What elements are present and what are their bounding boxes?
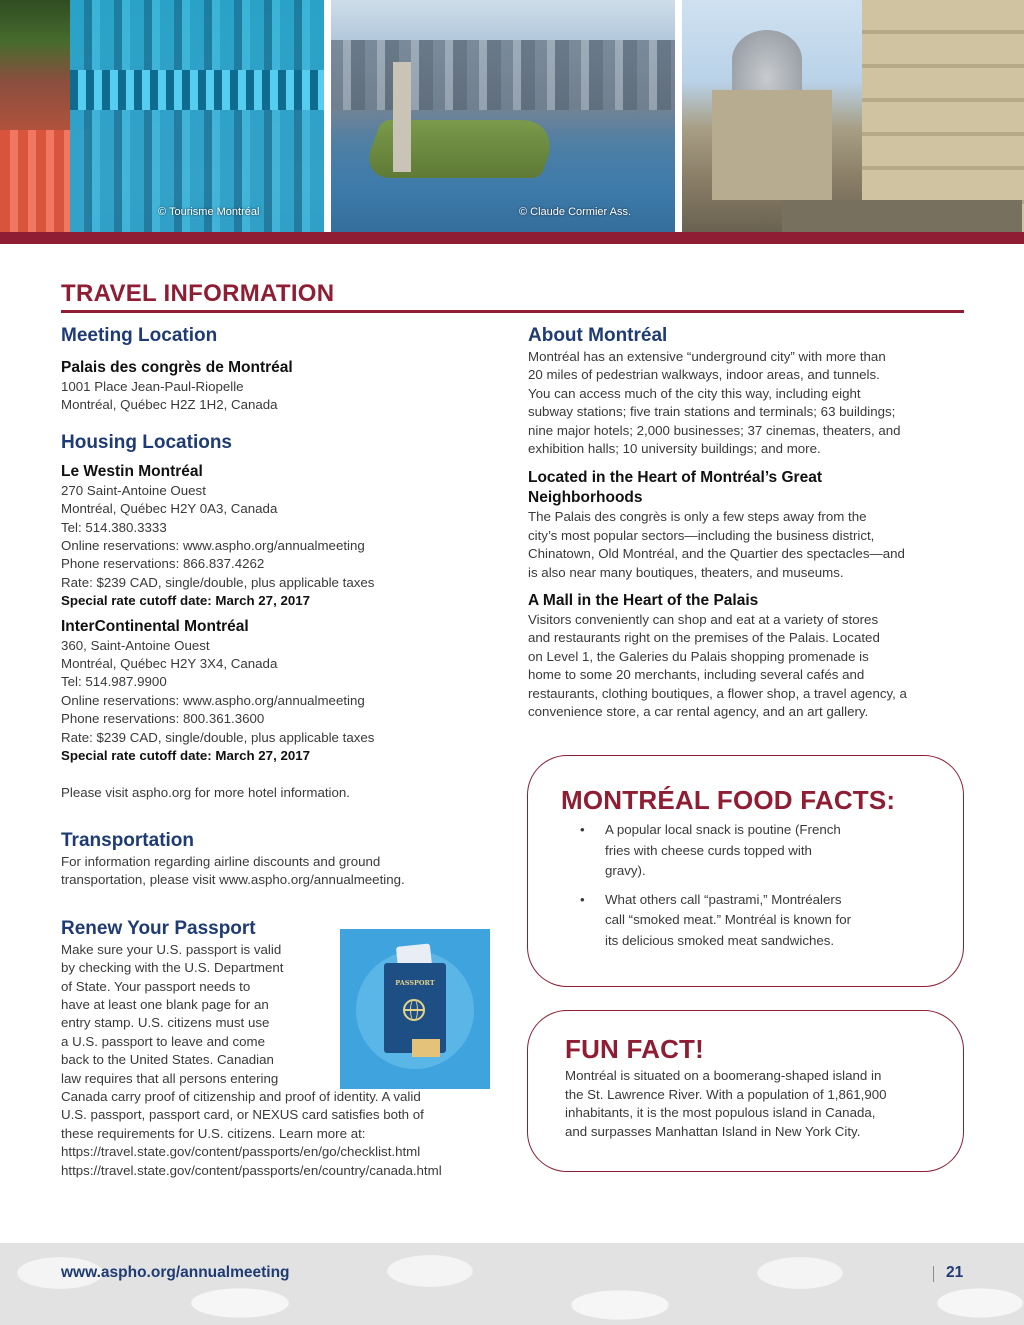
food-facts-title: MONTRÉAL FOOD FACTS: [561,785,896,815]
neighborhoods-heading: Located in the Heart of Montréal’s Great [528,469,822,487]
neighborhoods-text-line: The Palais des congrès is only a few steps away from the [528,509,867,525]
page-title: TRAVEL INFORMATION [61,280,335,307]
food-facts-box [527,755,964,987]
fun-fact-line: Montréal is situated on a boomerang-shaped island in [565,1068,882,1083]
fun-fact-line: the St. Lawrence River. With a population of 1,861,900 [565,1086,887,1102]
hotel-detail-line: Online reservations: www.aspho.org/annualmeeting [61,692,365,708]
passport-text-line: U.S. passport, passport card, or NEXUS card satisfies both of [61,1107,424,1123]
neighborhoods-heading: Neighborhoods [528,489,643,507]
hotel-detail-line: Tel: 514.987.9900 [61,674,167,690]
hotel-name: Le Westin Montréal [61,462,203,480]
passport-illustration [340,929,490,1089]
photo-old-port-waterfront [331,0,675,232]
passport-canada-link[interactable]: https://travel.state.gov/content/passports/en/country/canada.html [61,1162,442,1178]
fun-fact-text [565,1067,945,1141]
food-facts-list [580,820,900,959]
photo-detail [70,0,324,232]
meeting-address-line: 1001 Place Jean-Paul-Riopelle [61,379,244,394]
passport-text-line: have at least one blank page for an [61,996,269,1012]
fun-fact-line: and surpasses Manhattan Island in New York City. [565,1123,861,1139]
list-item [580,820,900,882]
header-divider-bar [0,232,1024,244]
passport-heading: Renew Your Passport [61,917,256,939]
fun-fact-line: inhabitants, it is the most populous island in Canada, [565,1105,876,1121]
housing-locations-heading: Housing Locations [61,431,232,453]
about-text-line: You can access much of the city this way, including eight [528,385,861,401]
passport-text-line: law requires that all persons entering [61,1070,279,1086]
mall-text-line: restaurants, clothing boutiques, a flower shop, a travel agency, a [528,685,907,701]
passport-text-line: these requirements for U.S. citizens. Learn more at: [61,1125,366,1141]
passport-cover-label: PASSPORT [395,979,435,987]
passport-text-line: Canada carry proof of citizenship and proof of identity. A valid [61,1088,421,1104]
about-text-line: subway stations; five train stations and terminals; 63 buildings; [528,404,896,420]
about-text-line: exhibition halls; 10 university buildings; and more. [528,441,821,457]
hotel-info-note: Please visit aspho.org for more hotel information. [61,784,350,800]
title-underline [61,310,964,313]
globe-icon [403,999,425,1021]
fun-fact-title: FUN FACT! [565,1034,704,1064]
photo-detail [360,120,561,178]
passport-text-line: entry stamp. U.S. citizens must use [61,1015,270,1031]
passport-text-line: back to the United States. Canadian [61,1052,274,1068]
transportation-line: For information regarding airline discounts and ground [61,853,381,869]
meeting-venue-name: Palais des congrès de Montréal [61,359,293,376]
transportation-line: transportation, please visit www.aspho.org/annualmeeting. [61,872,405,888]
hotel-name: InterContinental Montréal [61,617,249,635]
page-number: 21 [946,1264,964,1281]
photo-colorful-balconies [0,0,324,232]
footer-texture [0,1243,1024,1325]
neighborhoods-text-line: is also near many boutiques, theaters, and museums. [528,564,844,580]
transportation-heading: Transportation [61,829,195,851]
right-column [528,324,968,722]
neighborhoods-text-line: Chinatown, Old Montréal, and the Quartier des spectacles—and [528,546,905,562]
hotel-detail-line: Montréal, Québec H2Y 0A3, Canada [61,501,278,517]
photo-detail [70,70,324,110]
mall-text-line: on Level 1, the Galeries du Palais shopping promenade is [528,648,869,664]
photo-credit: © Claude Cormier Ass. [519,206,632,218]
hotel-detail-line: Tel: 514.380.3333 [61,519,167,535]
about-montreal-heading: About Montréal [528,325,668,346]
hotel-detail-line: Phone reservations: 800.361.3600 [61,711,265,727]
mall-text-line: convenience store, a car rental agency, and an art gallery. [528,704,869,720]
footer-website-link[interactable]: www.aspho.org/annualmeeting [61,1264,290,1281]
about-text-line: nine major hotels; 2,000 businesses; 37 cinemas, theaters, and [528,422,901,438]
mall-text-line: Visitors conveniently can shop and eat at a variety of stores [528,612,879,628]
neighborhoods-text-line: city’s most popular sectors—including the business district, [528,527,875,543]
ticket-stub-icon [412,1039,440,1057]
list-item [580,890,900,952]
mall-text-line: home to some 20 merchants, including several cafés and [528,667,865,683]
passport-text-line: Make sure your U.S. passport is valid [61,941,282,957]
photo-detail [331,40,675,110]
passport-text-line: a U.S. passport to leave and come [61,1033,265,1049]
passport-text-line: by checking with the U.S. Department [61,960,284,976]
photo-bonsecours-market-street [682,0,1024,232]
hotel-detail-line: Phone reservations: 866.837.4262 [61,556,265,572]
hotel-detail-line: 270 Saint-Antoine Ouest [61,482,206,498]
meeting-location-heading: Meeting Location [61,325,218,346]
photo-detail [732,30,802,90]
food-fact-line: A popular local snack is poutine (French [605,822,841,837]
hotel-detail-line: Rate: $239 CAD, single/double, plus applicable taxes [61,729,375,745]
hotel-detail-line: Online reservations: www.aspho.org/annualmeeting [61,538,365,554]
hotel-cutoff-date: Special rate cutoff date: March 27, 2017 [61,593,311,609]
food-fact-line: call “smoked meat.” Montréal is known for [605,912,852,927]
passport-text-line: of State. Your passport needs to [61,978,251,994]
photo-detail [782,200,1022,232]
photo-detail [862,0,1024,232]
photo-credit: © Tourisme Montréal [158,206,260,218]
hotel-detail-line: Montréal, Québec H2Y 3X4, Canada [61,656,278,672]
mall-text-line: and restaurants right on the premises of the Palais. Located [528,630,880,646]
passport-checklist-link[interactable]: https://travel.state.gov/content/passports/en/go/checklist.html [61,1144,421,1160]
footer-separator [933,1266,934,1282]
food-fact-line: fries with cheese curds topped with [605,842,812,858]
food-fact-line: What others call “pastrami,” Montréalers [605,891,842,907]
mall-heading: A Mall in the Heart of the Palais [528,592,759,610]
photo-detail [393,62,411,172]
fun-fact-box [527,1010,964,1172]
food-fact-line: its delicious smoked meat sandwiches. [605,932,835,948]
about-text-line: Montréal has an extensive “underground city” with more than [528,349,886,364]
hotel-detail-line: 360, Saint-Antoine Ouest [61,637,210,653]
about-text-line: 20 miles of pedestrian walkways, indoor areas, and tunnels. [528,367,880,383]
food-fact-line: gravy). [605,863,646,878]
photo-detail [712,90,832,200]
hotel-cutoff-date: Special rate cutoff date: March 27, 2017 [61,748,311,764]
meeting-address-line: Montréal, Québec H2Z 1H2, Canada [61,397,278,413]
hotel-detail-line: Rate: $239 CAD, single/double, plus applicable taxes [61,574,375,590]
